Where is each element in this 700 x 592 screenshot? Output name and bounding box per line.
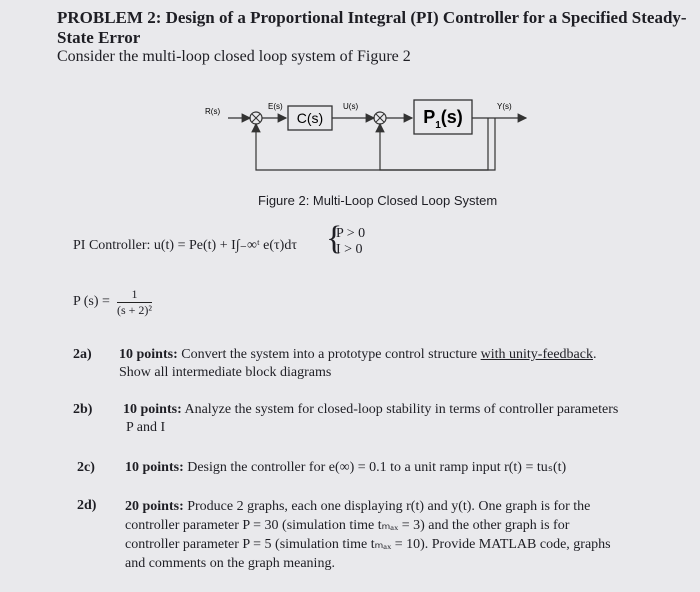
label-y: Y(s)	[497, 102, 512, 111]
item-points: 10 points:	[123, 402, 182, 417]
item-line-2: controller parameter P = 30 (simulation time tₘₐₓ = 3) and the other graph is for	[125, 518, 570, 533]
plant-fraction	[117, 287, 152, 318]
plant-equation-lhs: P (s) =	[73, 294, 110, 309]
problem-intro: Consider the multi-loop closed loop system of Figure 2	[57, 48, 411, 65]
item-label: 2a)	[73, 347, 92, 362]
item-text: Produce 2 graphs, each one displaying r(t) and y(t). One graph is for the	[187, 499, 591, 514]
item-2d	[77, 497, 689, 587]
item-2b	[73, 401, 683, 441]
condition-i: I > 0	[336, 242, 363, 257]
pi-controller-equation: PI Controller: u(t) = Pe(t) + I∫₋∞ᵗ e(τ)dτ	[73, 238, 297, 253]
label-r: R(s)	[205, 107, 221, 116]
item-line-2: P and I	[126, 420, 166, 435]
item-label: 2c)	[77, 460, 95, 475]
plant-denominator: (s + 2)²	[117, 303, 153, 317]
item-text: Design the controller for e(∞) = 0.1 to a unit ramp input r(t) = tuₛ(t)	[187, 460, 567, 475]
item-line-2: Show all intermediate block diagrams	[119, 365, 332, 380]
block-diagram	[200, 90, 540, 185]
plant-numerator: 1	[117, 287, 152, 303]
controller-label: C(s)	[296, 110, 324, 126]
condition-p: P > 0	[336, 226, 366, 241]
parameter-conditions	[326, 220, 366, 258]
item-2a	[73, 346, 683, 386]
label-e: E(s)	[268, 102, 283, 111]
item-label: 2b)	[73, 402, 93, 417]
brace-glyph: {	[326, 220, 343, 257]
item-points: 10 points:	[125, 460, 184, 475]
item-line-3: controller parameter P = 5 (simulation time tₘₐₓ = 10). Provide MATLAB code, graphs	[125, 537, 611, 552]
item-points: 20 points:	[125, 499, 184, 514]
item-2c	[77, 459, 687, 479]
item-line-4: and comments on the graph meaning.	[125, 556, 335, 571]
label-u: U(s)	[343, 102, 359, 111]
item-underlined-text: with unity-feedback	[480, 347, 593, 362]
item-text-end: .	[592, 347, 597, 362]
item-label: 2d)	[77, 498, 97, 513]
problem-title: PROBLEM 2: Design of a Proportional Integral (PI) Controller for a Specified Steady-State Error	[57, 8, 687, 47]
item-points: 10 points:	[119, 347, 178, 362]
figure-caption: Figure 2: Multi-Loop Closed Loop System	[258, 193, 498, 208]
item-text: Analyze the system for closed-loop stability in terms of controller parameters	[184, 402, 619, 417]
item-text: Convert the system into a prototype control structure	[181, 347, 478, 362]
plant-label: $P_1(s)$	[423, 107, 463, 131]
